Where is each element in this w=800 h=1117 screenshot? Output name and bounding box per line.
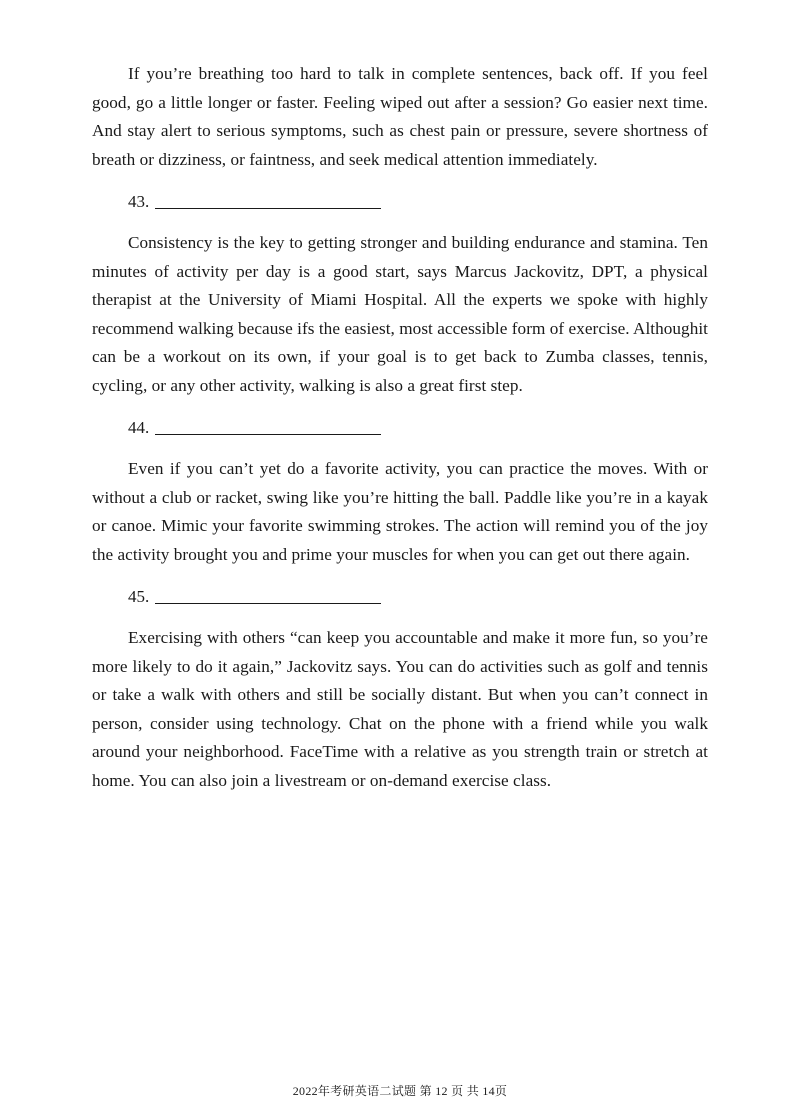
paragraph-consistency: Consistency is the key to getting stronger and building endurance and stamina. Ten minutes of activity per day is a good start, says Marcus Jackovitz, DPT, a physical therapist at the University of Miami Hospital. All the experts we spoke with highly recommend walking because ifs the easiest, most accessible form of exercise. Althoughit can be a workout on its own, if your goal is to get back to Zumba classes, tennis, cycling, or any other activity, walking is also a great first step.	[92, 233, 708, 395]
answer-blank-45[interactable]	[155, 602, 381, 604]
paragraph-exercise-with-others: Exercising with others “can keep you accountable and make it more fun, so you’re more likely to do it again,” Jackovitz says. You can do activities such as golf and tennis or take a walk with others and still be socially distant. But when you can’t connect in person, consider using technology. Chat on the phone with a friend while you walk around your neighborhood. FaceTime with a relative as you strength train or stretch at home. You can also join a livestream or on-demand exercise class.	[92, 628, 708, 790]
paragraph-practice-moves: Even if you can’t yet do a favorite activity, you can practice the moves. With or without a club or racket, swing like you’re hitting the ball. Paddle like you’re in a kayak or canoe. Mimic your favorite swimming strokes. The action will remind you of the joy the activity brought you and prime your muscles for when you can get out there again.	[92, 459, 708, 564]
question-44	[92, 414, 708, 442]
page-footer: 2022年考研英语二试题 第 12 页 共 14页	[292, 1084, 508, 1098]
page-content	[92, 60, 708, 795]
question-45	[92, 583, 708, 611]
question-number: 43.	[128, 192, 150, 211]
question-43	[92, 188, 708, 216]
answer-blank-44[interactable]	[155, 433, 381, 435]
answer-blank-43[interactable]	[155, 207, 381, 209]
question-number: 44.	[128, 418, 150, 437]
paragraph-breathing: If you’re breathing too hard to talk in complete sentences, back off. If you feel good, go a little longer or faster. Feeling wiped out after a session? Go easier next time. And stay alert to serious symptoms, such as chest pain or pressure, severe shortness of breath or dizziness, or faintness, and seek medical attention immediately.	[92, 64, 708, 169]
question-number: 45.	[128, 587, 150, 606]
